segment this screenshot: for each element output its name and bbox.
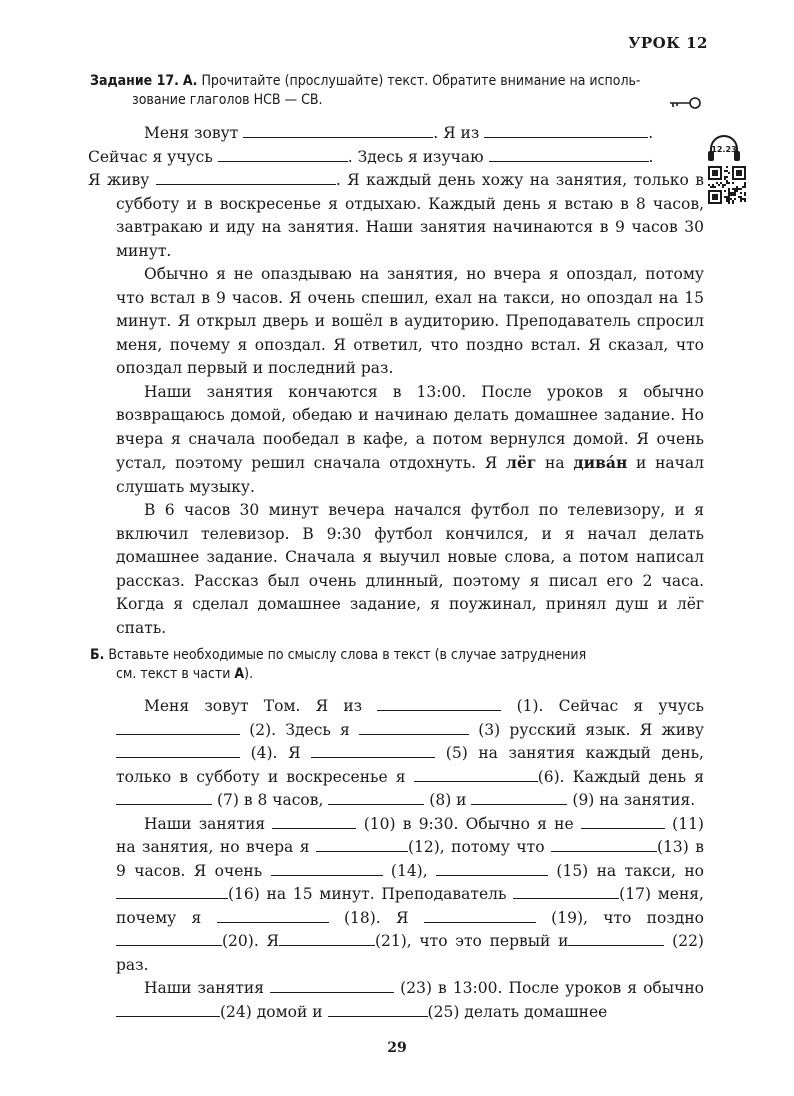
blank-10[interactable]	[272, 814, 356, 829]
text-segment: Меня зовут Том. Я из	[144, 697, 363, 715]
blank-14[interactable]	[271, 861, 383, 876]
text-segment: (5) на занятия каждый день, только в субботу и воскресенье я	[116, 744, 704, 786]
paragraph-2: Обычно я не опаздываю на занятия, но вчера я опоздал, потому что встал в 9 часов. Я очень спешил, ехал на такси, но опоздал на 15 минут. Я открыл дверь и вошёл в аудиторию. Преподаватель спросил меня, почему я опоздал. Я ответил, что поздно встал. Я сказал, что опоздал первый и последний раз.	[116, 265, 704, 377]
blank-line	[218, 147, 348, 162]
text-segment: . Я из	[433, 124, 480, 142]
text-segment: Я живу	[88, 171, 150, 189]
text-segment: (21), что это первый и	[374, 932, 569, 950]
text-segment: (17) меня, почему я	[116, 885, 704, 927]
blank-18[interactable]	[217, 908, 329, 923]
text-segment: . Здесь я изучаю	[347, 147, 484, 166]
paragraph-3	[116, 381, 704, 500]
text-segment: .	[648, 124, 654, 142]
blank-1[interactable]	[377, 696, 501, 711]
text-segment: (12), потому что	[407, 838, 545, 856]
text-segment: (14),	[390, 861, 428, 880]
text-segment: (8) и	[429, 791, 467, 809]
bold-word: А	[234, 666, 245, 682]
blank-7[interactable]	[116, 790, 212, 805]
text-segment: (9) на занятия.	[572, 791, 696, 809]
task-b-instruction	[90, 646, 705, 684]
text-segment: Наши занятия	[144, 814, 266, 833]
blank-5[interactable]	[311, 743, 435, 758]
task-a-text	[88, 122, 704, 640]
text-segment: (6). Каждый день я	[537, 767, 704, 786]
text-segment: (23) в 13:00. После уроков я обычно	[400, 979, 704, 997]
blank-9[interactable]	[471, 790, 567, 805]
text-segment: (11) на занятия, но вчера я	[116, 814, 704, 856]
exercise-paragraph-2	[116, 813, 704, 978]
exercise-paragraph-1	[116, 695, 704, 813]
blank-line	[489, 147, 649, 162]
blank-3[interactable]	[359, 720, 469, 735]
headphones-icon	[706, 134, 742, 168]
text-segment: (4). Я	[250, 744, 301, 762]
text-segment: (10) в 9:30. Обычно я не	[363, 814, 574, 833]
text-segment: Наши занятия кончаются в 13:00. После уроков я обычно возвращаюсь домой, обедаю и начинаю делать домашнее задание. Но вчера я сначала пообедал в кафе, а потом вернулся домой. Я очень устал, поэтому решил сначала отдохнуть. Я	[116, 382, 704, 472]
instruction-line-1: Прочитайте (прослушайте) текст. Обратите внимание на исполь-	[201, 73, 641, 89]
text-segment: . Я каждый день хожу на занятия, только в субботу и в воскресенье я отдыхаю. Каждый день я встаю в 8 часов, завтракаю и иду на занятия. Наши занятия начинаются в 9 часов 30 минут.	[116, 171, 704, 260]
blank-12[interactable]	[316, 837, 408, 852]
blank-15[interactable]	[436, 861, 548, 876]
text-segment: Сейчас я учусь	[88, 147, 213, 166]
blank-6[interactable]	[414, 767, 538, 782]
text-segment: и начал слушать музыку.	[116, 454, 704, 496]
blank-line	[484, 123, 648, 138]
text-segment: (22) раз.	[116, 932, 704, 974]
text-segment: (16) на 15 минут. Преподаватель	[228, 885, 507, 903]
blank-22[interactable]	[568, 931, 664, 946]
text-segment: ).	[244, 666, 254, 682]
bold-word: дива́н	[573, 453, 628, 472]
text-segment: (13) в 9 часов. Я очень	[116, 838, 704, 880]
text-segment: (3) русский язык. Я живу	[478, 720, 704, 739]
blank-line	[156, 170, 336, 185]
text-segment: (18). Я	[343, 908, 409, 927]
qr-code[interactable]	[708, 166, 746, 204]
blank-11[interactable]	[581, 814, 665, 829]
blank-20[interactable]	[116, 931, 222, 946]
exercise-paragraph-3	[116, 977, 704, 1024]
text-segment: (20). Я	[222, 932, 279, 950]
lesson-title: УРОК 12	[628, 34, 708, 52]
blank-13[interactable]	[551, 837, 657, 852]
page-number: 29	[387, 1040, 407, 1056]
task-b-text	[116, 695, 704, 1024]
blank-24[interactable]	[116, 1002, 220, 1017]
task-label: Задание 17.	[90, 73, 179, 89]
instruction-b-line-2	[90, 665, 705, 684]
blank-17[interactable]	[513, 884, 619, 899]
text-segment: см. текст в части	[116, 666, 231, 682]
blank-2[interactable]	[116, 720, 240, 735]
paragraph-1	[88, 122, 704, 263]
text-segment: (2). Здесь я	[249, 720, 350, 739]
text-segment: (1). Сейчас я учусь	[516, 697, 704, 715]
paragraph-4: В 6 часов 30 минут вечера начался футбол по телевизору, и я включил телевизор. В 9:30 футбол кончился, и я начал делать домашнее задание. Сначала я выучил новые слова, а потом написал рассказ. Рассказ был очень длинный, поэтому я писал его 2 часа. Когда я сделал домашнее задание, я поужинал, принял душ и лёг спать.	[116, 501, 704, 637]
blank-25[interactable]	[328, 1002, 428, 1017]
blank-8[interactable]	[328, 790, 424, 805]
blank-19[interactable]	[424, 908, 536, 923]
bold-word: лёг	[506, 453, 537, 472]
text-segment: (15) на такси, но	[556, 861, 704, 880]
blank-23[interactable]	[270, 978, 394, 993]
blank-line	[243, 123, 433, 138]
text-segment: (19), что поздно	[551, 908, 704, 927]
text-segment: на	[536, 454, 574, 472]
part-b-label: Б.	[90, 647, 105, 663]
text-segment: (7) в 8 часов,	[216, 791, 324, 809]
instruction-line-2: зование глаголов НСВ — СВ.	[132, 92, 323, 108]
instruction-b-line-1: Вставьте необходимые по смыслу слова в текст (в случае затруднения	[108, 647, 587, 663]
text-segment: Меня зовут	[144, 124, 239, 142]
text-segment: Наши занятия	[144, 979, 265, 997]
blank-4[interactable]	[116, 743, 240, 758]
text-segment: (24) домой и	[220, 1002, 323, 1021]
text-segment: .	[648, 147, 654, 166]
key-icon	[668, 96, 702, 110]
blank-21[interactable]	[279, 931, 375, 946]
text-segment: (25) делать домашнее	[427, 1002, 608, 1021]
part-a-label: А.	[182, 73, 198, 89]
task-a-instruction	[90, 72, 705, 110]
audio-track-label: 12.23	[711, 145, 737, 154]
blank-16[interactable]	[116, 884, 228, 899]
